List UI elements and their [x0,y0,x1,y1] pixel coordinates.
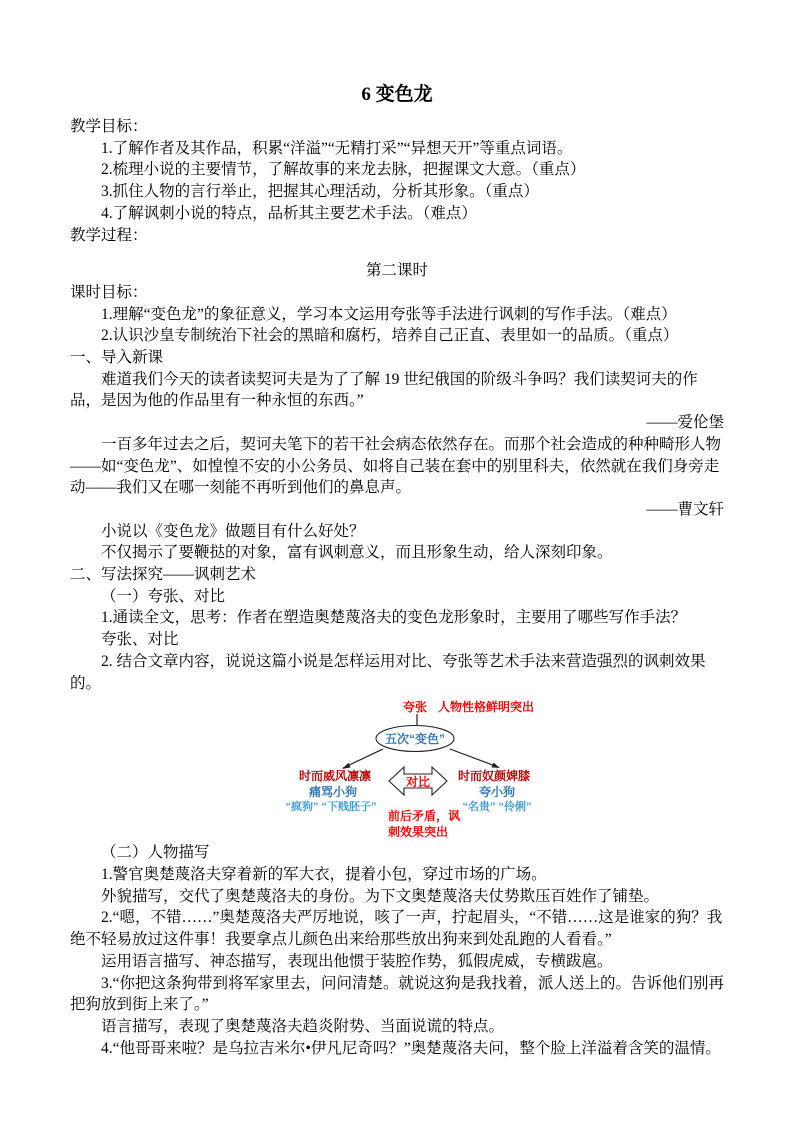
paragraph: 外貌描写，交代了奥楚蔑洛夫的身份。为下文奥楚蔑洛夫仗势欺压百姓作了铺垫。 [101,887,660,905]
paragraph: 难道我们今天的读者读契诃夫是为了了解 19 世纪俄国的阶级斗争吗？我们读契诃夫的作品，是因为他的作品里有一种永恒的东西。” [70,370,698,410]
paragraph: 2.“嗯，不错……”奥楚蔑洛夫严厉地说，咳了一声，拧起眉头，“不错……这是谁家的狗？我绝不轻易放过这件事！我要拿点儿颜色出来给那些放出狗来到处乱跑的人看看。” [70,909,723,949]
diagram-right-line2: 夸小狗 [478,785,516,800]
diagram-left-line1: 时而威风凛凛 [298,769,372,784]
diagram-right-line3: “名贵” “伶俐” [462,801,532,814]
diagram-center-note: 前后矛盾，讽刺效果突出 [388,809,461,840]
paragraph: 1.理解“变色龙”的象征意义，学习本文运用夸张等手法进行讽刺的写作手法。（难点） [101,305,677,323]
arrowhead-right [491,763,500,768]
diagram-top-note: 人物性格鲜明突出 [438,700,535,715]
paragraph: 运用语言描写、神态描写，表现出他惯于装腔作势，狐假虎威，专横跋扈。 [101,952,613,970]
lesson-content-block [70,282,724,694]
paragraph: ——爱伦堡 [646,414,724,432]
paragraph: 1.通读全文，思考：作者在塑造奥楚蔑洛夫的变色龙形象时，主要用了哪些写作手法？ [101,609,687,627]
diagram-top-label: 夸张 [403,700,428,715]
paragraph: （一）夸张、对比 [101,587,226,605]
paragraph: 2.认识沙皇专制统治下社会的黑暗和腐朽，培养自己正直、表里如一的品质。（重点） [101,327,679,345]
paragraph: 教学过程： [70,226,148,244]
session-title: 第二课时 [365,262,428,280]
teaching-objectives-block [70,116,724,246]
diagram-ellipse-label: 五次“变色” [384,732,446,747]
character-description-block [70,842,724,1059]
paragraph: （二）人物描写 [101,844,210,862]
paragraph: 语言描写，表现了奥楚蔑洛夫趋炎附势、当面说谎的特点。 [101,1017,505,1035]
paragraph: 4.了解讽刺小说的特点，品析其主要艺术手法。（难点） [101,204,477,222]
paragraph: ——曹文轩 [646,500,724,518]
paragraph: 1.警官奥楚蔑洛夫穿着新的军大衣，提着小包，穿过市场的广场。 [101,865,547,883]
contrast-diagram [70,696,724,842]
paragraph: 2. 结合文章内容，说说这篇小说是怎样运用对比、夸张等艺术手法来营造强烈的讽刺效果的。 [70,652,706,692]
paragraph: 4.“他哥哥来啦？是乌拉吉米尔•伊凡尼奇吗？”奥楚蔑洛夫问，整个脸上洋溢着含笑的温情。 [101,1039,721,1057]
paragraph: 不仅揭示了要鞭挞的对象，富有讽刺意义，而且形象生动，给人深刻印象。 [101,544,613,562]
diagram-left-line2: 痛骂小狗 [308,785,358,800]
paragraph: 教学目标： [70,118,148,135]
paragraph: 3.抓住人物的言行举止，把握其心理活动，分析其形象。（重点） [101,183,539,201]
diagram-left-line3: “疯狗” “下贱胚子” [285,801,377,814]
paragraph: 3.“你把这条狗带到将军家里去，问问清楚。就说这狗是我找着，派人送上的。告诉他们别再把狗放到街上来了。” [70,974,725,1014]
paragraph: 一、导入新课 [70,349,164,367]
diagram-right-line1: 时而奴颜婢膝 [457,769,531,784]
paragraph: 小说以《变色龙》做题目有什么好处？ [101,522,365,540]
paragraph: 二、写法探究——讽刺艺术 [70,566,257,584]
paragraph: 1.了解作者及其作品，积累“洋溢”“无精打采”“异想天开”等重点词语。 [101,139,573,157]
paragraph: 课时目标： [70,283,148,301]
connector-arrow-right [450,749,498,767]
paragraph: 一百多年过去之后，契诃夫笔下的若干社会病态依然存在。而那个社会造成的种种畸形人物——如“变色龙”、如惶惶不安的小公务员、如将自己装在套中的别里科夫，依然就在我们身旁走动——我们又在哪一刻能不再听到他们的鼻息声。 [70,435,722,497]
diagram-center-label: 对比 [405,775,431,790]
paragraph: 夸张、对比 [101,631,179,649]
document-title: 6 变色龙 [361,84,433,105]
paragraph: 2.梳理小说的主要情节，了解故事的来龙去脉，把握课文大意。（重点） [101,161,586,179]
